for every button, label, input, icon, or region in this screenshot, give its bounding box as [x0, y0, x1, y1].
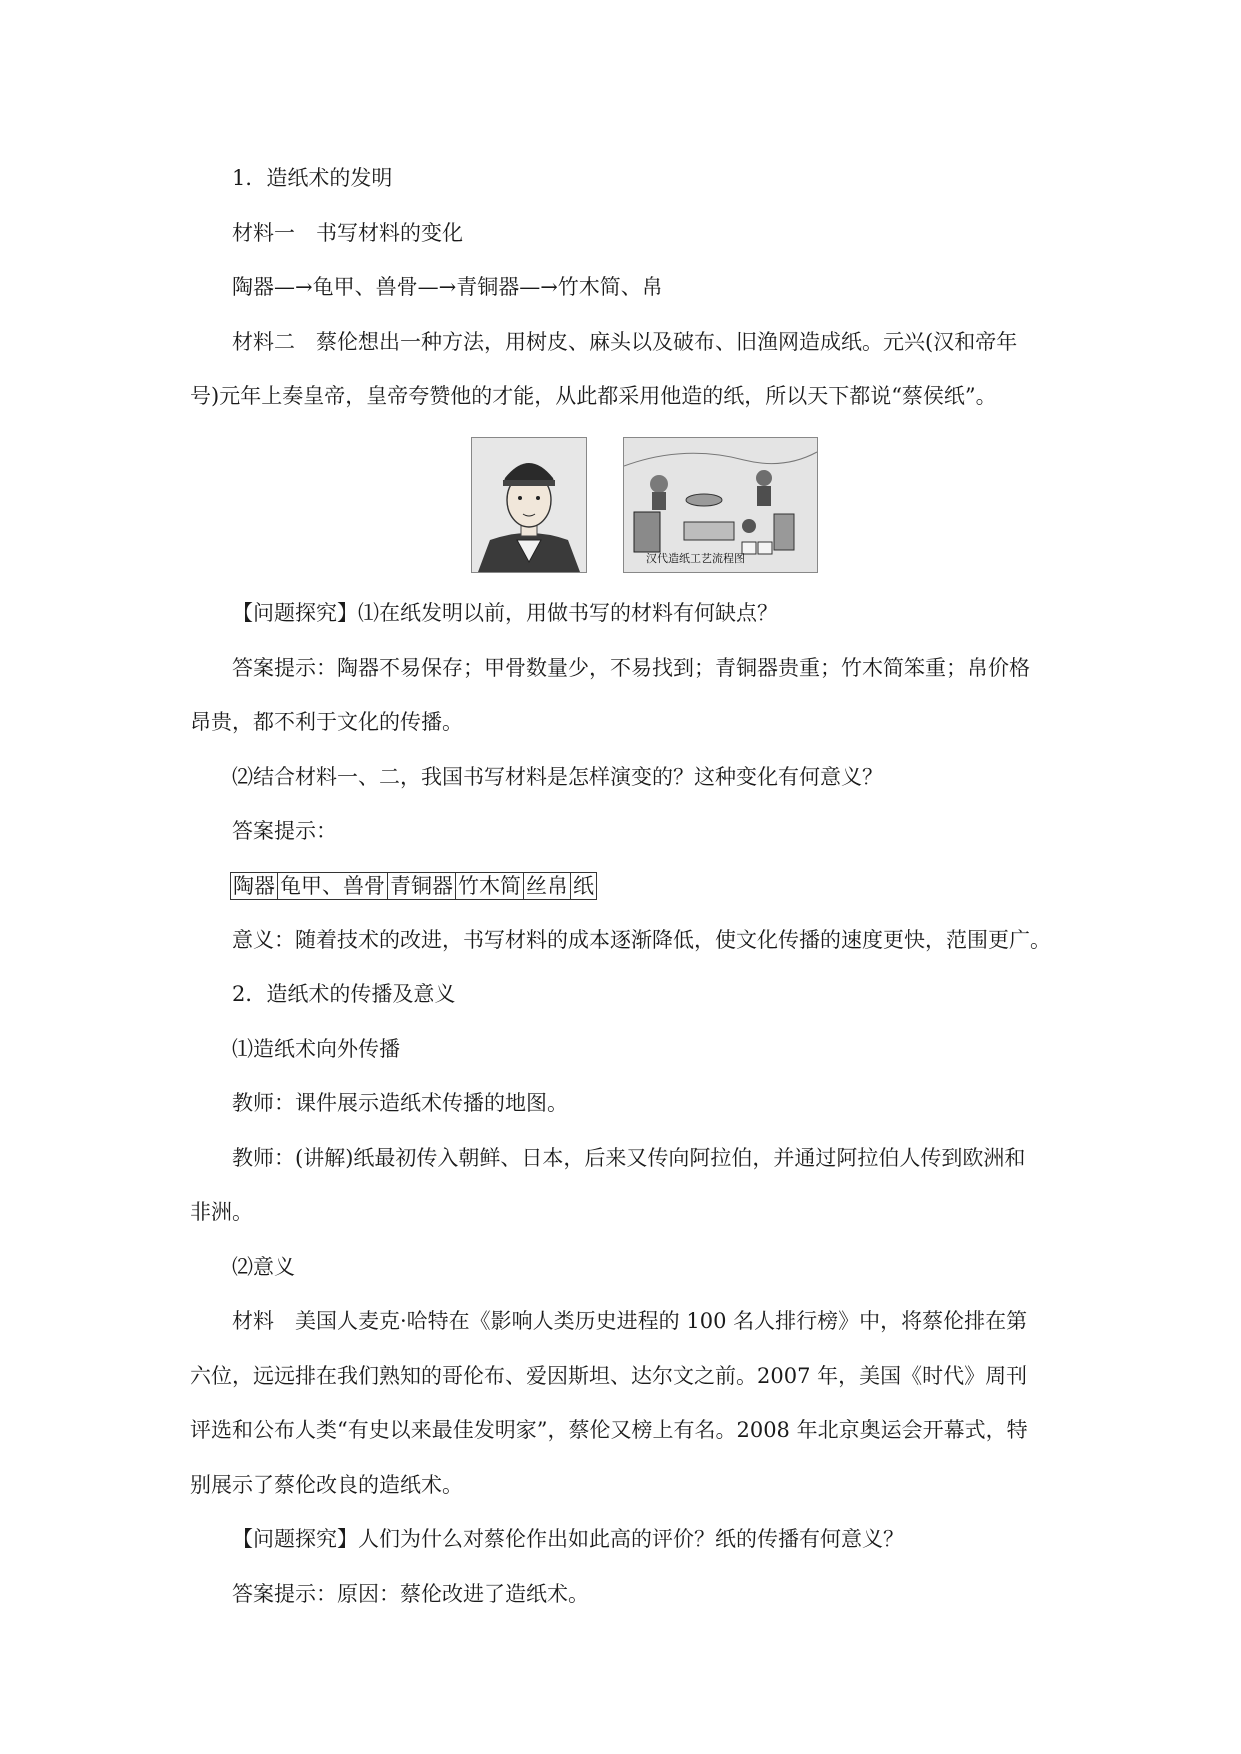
material-1-title: 材料一 书写材料的变化 [232, 221, 463, 245]
answer-1-line-2: 昂贵，都不利于文化的传播。 [190, 710, 463, 734]
section-2-title: 2．造纸术的传播及意义 [232, 982, 456, 1006]
material-3-line-2: 六位，远远排在我们熟知的哥伦布、爱因斯坦、达尔文之前。2007 年，美国《时代》周刊 [190, 1364, 1028, 1388]
material-3-line-1: 材料 美国人麦克·哈特在《影响人类历史进程的 100 名人排行榜》中，将蔡伦排在第 [232, 1309, 1028, 1333]
material-3-line-3: 评选和公布人类“有史以来最佳发明家”，蔡伦又榜上有名。2008 年北京奥运会开幕式，特 [190, 1418, 1028, 1442]
answer-1-line-1: 答案提示：陶器不易保存；甲骨数量少，不易找到；青铜器贵重；竹木简笨重；帛价格 [232, 656, 1030, 680]
papermaking-process-image [623, 437, 818, 573]
material-2-line-2: 号)元年上奏皇帝，皇帝夸赞他的才能，从此都采用他造的纸，所以天下都说“蔡侯纸”。 [190, 384, 997, 408]
writing-material-flowchart [230, 872, 597, 900]
material-1-chain: 陶器—→龟甲、兽骨—→青铜器—→竹木简、帛 [232, 275, 663, 299]
flow-step: 纸 [573, 874, 594, 898]
answer-3: 答案提示：原因：蔡伦改进了造纸术。 [232, 1582, 589, 1606]
flow-step: 丝帛 [524, 873, 571, 899]
flow-step: 竹木简 [456, 873, 524, 899]
teacher-line-1: 教师：课件展示造纸术传播的地图。 [232, 1091, 568, 1115]
flow-step: 青铜器 [388, 873, 456, 899]
answer-2-label: 答案提示： [232, 819, 337, 843]
flow-step: 陶器 [231, 873, 278, 899]
figure-caption: 汉代造纸工艺流程图 [646, 552, 745, 565]
teacher-line-2b: 非洲。 [190, 1200, 253, 1224]
section-1-title: 1．造纸术的发明 [232, 166, 393, 190]
teacher-line-2a: 教师：(讲解)纸最初传入朝鲜、日本，后来又传向阿拉伯，并通过阿拉伯人传到欧洲和 [232, 1146, 1026, 1170]
question-3: 【问题探究】人们为什么对蔡伦作出如此高的评价？纸的传播有何意义？ [232, 1527, 904, 1551]
portrait-drawing [472, 438, 586, 572]
meaning-text: 意义：随着技术的改进，书写材料的成本逐渐降低，使文化传播的速度更快，范围更广。 [232, 928, 1051, 952]
cai-lun-portrait-image [471, 437, 587, 573]
flow-step: 龟甲、兽骨 [278, 873, 388, 899]
section-2-sub-2: ⑵意义 [232, 1255, 295, 1279]
material-3-line-4: 别展示了蔡伦改良的造纸术。 [190, 1473, 463, 1497]
section-2-sub-1: ⑴造纸术向外传播 [232, 1037, 400, 1061]
question-2: ⑵结合材料一、二，我国书写材料是怎样演变的？这种变化有何意义？ [232, 765, 883, 789]
question-1: 【问题探究】⑴在纸发明以前，用做书写的材料有何缺点？ [232, 601, 778, 625]
material-2-line-1: 材料二 蔡伦想出一种方法，用树皮、麻头以及破布、旧渔网造成纸。元兴(汉和帝年 [232, 330, 1018, 354]
